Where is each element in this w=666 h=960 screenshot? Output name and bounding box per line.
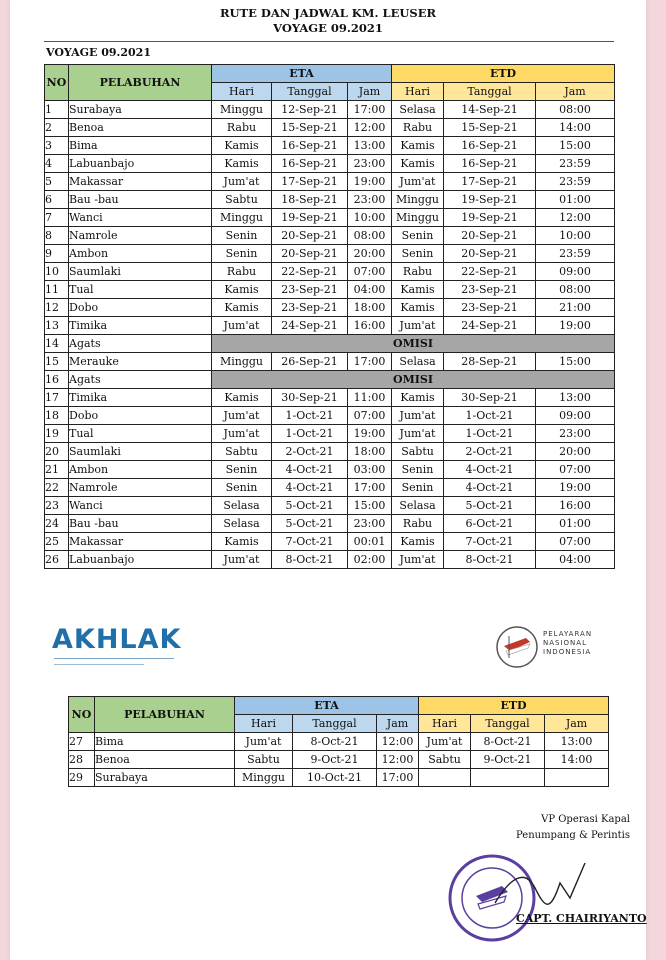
- ext-header-eta: ETA: [235, 697, 419, 715]
- port-name: Dobo: [69, 407, 212, 425]
- table-row: [45, 317, 615, 335]
- eta-day: Jum'at: [235, 733, 293, 751]
- table-row: [45, 497, 615, 515]
- eta-time: 16:00: [348, 317, 392, 335]
- etd-time: 08:00: [536, 281, 615, 299]
- etd-time: 10:00: [536, 227, 615, 245]
- etd-date: 8-Oct-21: [471, 733, 545, 751]
- row-number: 11: [45, 281, 69, 299]
- row-number: 8: [45, 227, 69, 245]
- etd-date: 4-Oct-21: [444, 479, 536, 497]
- table-row: [69, 733, 609, 751]
- table-row: [45, 479, 615, 497]
- etd-day: Senin: [392, 245, 444, 263]
- etd-time: 23:59: [536, 173, 615, 191]
- eta-date: 18-Sep-21: [272, 191, 348, 209]
- header-eta-date: Tanggal: [272, 83, 348, 101]
- ext-header-port: PELABUHAN: [95, 697, 235, 733]
- row-number: 1: [45, 101, 69, 119]
- etd-time: 21:00: [536, 299, 615, 317]
- etd-time: 14:00: [545, 751, 609, 769]
- port-name: Wanci: [69, 497, 212, 515]
- etd-day: Senin: [392, 461, 444, 479]
- etd-date: 5-Oct-21: [444, 497, 536, 515]
- etd-time: 07:00: [536, 533, 615, 551]
- eta-time: 07:00: [348, 407, 392, 425]
- schedule-table: [44, 64, 615, 569]
- port-name: Saumlaki: [69, 443, 212, 461]
- etd-date: 23-Sep-21: [444, 281, 536, 299]
- etd-day: Kamis: [392, 137, 444, 155]
- port-name: Makassar: [69, 173, 212, 191]
- etd-date: 20-Sep-21: [444, 245, 536, 263]
- header-etd: ETD: [392, 65, 615, 83]
- row-number: 10: [45, 263, 69, 281]
- table-row: [45, 551, 615, 569]
- row-number: 24: [45, 515, 69, 533]
- etd-day: [419, 769, 471, 787]
- etd-time: 13:00: [536, 389, 615, 407]
- etd-date: 19-Sep-21: [444, 209, 536, 227]
- etd-day: Kamis: [392, 299, 444, 317]
- eta-day: Senin: [212, 461, 272, 479]
- omisi-label: OMISI: [212, 371, 615, 389]
- etd-date: 17-Sep-21: [444, 173, 536, 191]
- etd-time: 09:00: [536, 263, 615, 281]
- eta-day: Jum'at: [212, 425, 272, 443]
- eta-date: 8-Oct-21: [293, 733, 377, 751]
- eta-day: Jum'at: [212, 173, 272, 191]
- pelni-line-3: INDONESIA: [543, 648, 592, 656]
- eta-day: Minggu: [212, 353, 272, 371]
- header-etd-day: Hari: [392, 83, 444, 101]
- port-name: Ambon: [69, 461, 212, 479]
- port-name: Timika: [69, 389, 212, 407]
- table-row: [45, 101, 615, 119]
- etd-day: Kamis: [392, 281, 444, 299]
- eta-date: 26-Sep-21: [272, 353, 348, 371]
- ext-header-eta-day: Hari: [235, 715, 293, 733]
- row-number: 27: [69, 733, 95, 751]
- eta-time: 17:00: [348, 101, 392, 119]
- etd-date: 16-Sep-21: [444, 137, 536, 155]
- eta-time: 12:00: [377, 733, 419, 751]
- etd-time: 13:00: [545, 733, 609, 751]
- row-number: 15: [45, 353, 69, 371]
- etd-date: 23-Sep-21: [444, 299, 536, 317]
- eta-date: 23-Sep-21: [272, 299, 348, 317]
- etd-day: Rabu: [392, 263, 444, 281]
- omisi-label: OMISI: [212, 335, 615, 353]
- eta-time: 19:00: [348, 425, 392, 443]
- eta-date: 4-Oct-21: [272, 479, 348, 497]
- port-name: Bima: [69, 137, 212, 155]
- eta-date: 20-Sep-21: [272, 245, 348, 263]
- akhlak-tagline-line: [54, 658, 174, 659]
- extension-schedule-body: [69, 733, 609, 787]
- table-row: [45, 461, 615, 479]
- row-number: 4: [45, 155, 69, 173]
- eta-date: 16-Sep-21: [272, 155, 348, 173]
- eta-time: 18:00: [348, 299, 392, 317]
- etd-time: 01:00: [536, 515, 615, 533]
- etd-time: 07:00: [536, 461, 615, 479]
- row-number: 3: [45, 137, 69, 155]
- header-etd-date: Tanggal: [444, 83, 536, 101]
- eta-date: 1-Oct-21: [272, 407, 348, 425]
- etd-time: 15:00: [536, 137, 615, 155]
- etd-time: [545, 769, 609, 787]
- row-number: 17: [45, 389, 69, 407]
- eta-date: 24-Sep-21: [272, 317, 348, 335]
- port-name: Bau -bau: [69, 191, 212, 209]
- etd-date: 2-Oct-21: [444, 443, 536, 461]
- eta-time: 17:00: [348, 479, 392, 497]
- port-name: Agats: [69, 335, 212, 353]
- eta-day: Kamis: [212, 155, 272, 173]
- table-row: [45, 515, 615, 533]
- eta-time: 02:00: [348, 551, 392, 569]
- eta-date: 10-Oct-21: [293, 769, 377, 787]
- eta-day: Kamis: [212, 281, 272, 299]
- row-number: 21: [45, 461, 69, 479]
- eta-time: 10:00: [348, 209, 392, 227]
- etd-day: Jum'at: [392, 551, 444, 569]
- table-row: [45, 353, 615, 371]
- eta-day: Jum'at: [212, 407, 272, 425]
- eta-time: 17:00: [348, 353, 392, 371]
- eta-day: Minggu: [235, 769, 293, 787]
- signatory-title: [516, 812, 630, 844]
- etd-time: 23:00: [536, 425, 615, 443]
- etd-time: 14:00: [536, 119, 615, 137]
- etd-day: Selasa: [392, 497, 444, 515]
- etd-time: 12:00: [536, 209, 615, 227]
- eta-day: Kamis: [212, 533, 272, 551]
- port-name: Saumlaki: [69, 263, 212, 281]
- etd-date: 8-Oct-21: [444, 551, 536, 569]
- eta-time: 12:00: [377, 751, 419, 769]
- etd-day: Selasa: [392, 101, 444, 119]
- port-name: Benoa: [95, 751, 235, 769]
- row-number: 7: [45, 209, 69, 227]
- eta-day: Jum'at: [212, 551, 272, 569]
- header-etd-time: Jam: [536, 83, 615, 101]
- header-no: NO: [45, 65, 69, 101]
- etd-day: Rabu: [392, 515, 444, 533]
- port-name: Namrole: [69, 227, 212, 245]
- eta-date: 7-Oct-21: [272, 533, 348, 551]
- eta-date: 8-Oct-21: [272, 551, 348, 569]
- ext-header-etd-day: Hari: [419, 715, 471, 733]
- table-row: [45, 209, 615, 227]
- pelni-line-2: NASIONAL: [543, 639, 587, 647]
- voyage-label: VOYAGE 09.2021: [46, 46, 151, 59]
- port-name: Bau -bau: [69, 515, 212, 533]
- etd-date: 30-Sep-21: [444, 389, 536, 407]
- table-row: [45, 137, 615, 155]
- table-row: [45, 425, 615, 443]
- ext-header-etd: ETD: [419, 697, 609, 715]
- eta-time: 17:00: [377, 769, 419, 787]
- eta-time: 20:00: [348, 245, 392, 263]
- etd-time: 23:59: [536, 245, 615, 263]
- table-row: [45, 227, 615, 245]
- table-row: [45, 407, 615, 425]
- etd-day: Jum'at: [419, 733, 471, 751]
- etd-date: 14-Sep-21: [444, 101, 536, 119]
- port-name: Tual: [69, 425, 212, 443]
- eta-day: Senin: [212, 227, 272, 245]
- row-number: 28: [69, 751, 95, 769]
- etd-date: 24-Sep-21: [444, 317, 536, 335]
- table-row: [45, 533, 615, 551]
- eta-day: Selasa: [212, 515, 272, 533]
- row-number: 20: [45, 443, 69, 461]
- etd-day: Jum'at: [392, 317, 444, 335]
- table-row: [45, 173, 615, 191]
- row-number: 5: [45, 173, 69, 191]
- eta-time: 04:00: [348, 281, 392, 299]
- header-eta-time: Jam: [348, 83, 392, 101]
- etd-time: 15:00: [536, 353, 615, 371]
- table-row: [45, 371, 615, 389]
- eta-date: 19-Sep-21: [272, 209, 348, 227]
- etd-day: Sabtu: [392, 443, 444, 461]
- eta-day: Sabtu: [212, 443, 272, 461]
- row-number: 16: [45, 371, 69, 389]
- eta-date: 17-Sep-21: [272, 173, 348, 191]
- signatory-title-line-1: VP Operasi Kapal: [541, 814, 630, 825]
- port-name: Labuanbajo: [69, 155, 212, 173]
- etd-date: 6-Oct-21: [444, 515, 536, 533]
- eta-time: 11:00: [348, 389, 392, 407]
- eta-date: 23-Sep-21: [272, 281, 348, 299]
- etd-day: Jum'at: [392, 407, 444, 425]
- row-number: 12: [45, 299, 69, 317]
- etd-day: Kamis: [392, 389, 444, 407]
- port-name: Surabaya: [69, 101, 212, 119]
- row-number: 9: [45, 245, 69, 263]
- schedule-body: [45, 101, 615, 569]
- eta-date: 16-Sep-21: [272, 137, 348, 155]
- document-title: [10, 6, 646, 36]
- port-name: Bima: [95, 733, 235, 751]
- etd-date: 1-Oct-21: [444, 425, 536, 443]
- akhlak-tagline-line: [54, 664, 144, 665]
- eta-day: Sabtu: [235, 751, 293, 769]
- eta-time: 18:00: [348, 443, 392, 461]
- pelni-line-1: PELAYARAN: [543, 630, 593, 638]
- eta-time: 23:00: [348, 191, 392, 209]
- eta-date: 12-Sep-21: [272, 101, 348, 119]
- eta-date: 20-Sep-21: [272, 227, 348, 245]
- etd-day: Sabtu: [419, 751, 471, 769]
- table-row: [45, 245, 615, 263]
- table-row: [45, 191, 615, 209]
- etd-time: 04:00: [536, 551, 615, 569]
- table-row: [69, 769, 609, 787]
- etd-time: 19:00: [536, 317, 615, 335]
- table-row: [45, 155, 615, 173]
- extension-schedule-table: [68, 696, 609, 787]
- port-name: Makassar: [69, 533, 212, 551]
- etd-day: Rabu: [392, 119, 444, 137]
- etd-time: 23:59: [536, 155, 615, 173]
- pelni-logo-icon: [494, 624, 540, 674]
- eta-date: 30-Sep-21: [272, 389, 348, 407]
- eta-date: 9-Oct-21: [293, 751, 377, 769]
- eta-time: 12:00: [348, 119, 392, 137]
- eta-day: Sabtu: [212, 191, 272, 209]
- table-row: [69, 751, 609, 769]
- port-name: Benoa: [69, 119, 212, 137]
- header-port: PELABUHAN: [69, 65, 212, 101]
- eta-date: 15-Sep-21: [272, 119, 348, 137]
- eta-day: Kamis: [212, 299, 272, 317]
- etd-time: 20:00: [536, 443, 615, 461]
- eta-time: 19:00: [348, 173, 392, 191]
- row-number: 25: [45, 533, 69, 551]
- port-name: Surabaya: [95, 769, 235, 787]
- etd-time: 08:00: [536, 101, 615, 119]
- eta-day: Rabu: [212, 263, 272, 281]
- ext-header-eta-date: Tanggal: [293, 715, 377, 733]
- port-name: Tual: [69, 281, 212, 299]
- etd-day: Kamis: [392, 155, 444, 173]
- table-row: [45, 299, 615, 317]
- row-number: 2: [45, 119, 69, 137]
- row-number: 6: [45, 191, 69, 209]
- etd-day: Jum'at: [392, 425, 444, 443]
- eta-time: 08:00: [348, 227, 392, 245]
- row-number: 23: [45, 497, 69, 515]
- etd-date: 16-Sep-21: [444, 155, 536, 173]
- header-eta-day: Hari: [212, 83, 272, 101]
- etd-day: Senin: [392, 227, 444, 245]
- eta-day: Senin: [212, 479, 272, 497]
- eta-time: 15:00: [348, 497, 392, 515]
- title-line-2: VOYAGE 09.2021: [273, 21, 383, 35]
- port-name: Ambon: [69, 245, 212, 263]
- port-name: Agats: [69, 371, 212, 389]
- eta-day: Selasa: [212, 497, 272, 515]
- eta-time: 23:00: [348, 155, 392, 173]
- etd-time: 01:00: [536, 191, 615, 209]
- eta-time: 03:00: [348, 461, 392, 479]
- akhlak-logo: [52, 624, 181, 655]
- eta-day: Kamis: [212, 389, 272, 407]
- pelni-logo-text: [543, 630, 592, 657]
- port-name: Timika: [69, 317, 212, 335]
- table-row: [45, 263, 615, 281]
- eta-time: 00:01: [348, 533, 392, 551]
- etd-time: 16:00: [536, 497, 615, 515]
- signatory-title-line-2: Penumpang & Perintis: [516, 830, 630, 841]
- etd-date: 4-Oct-21: [444, 461, 536, 479]
- eta-time: 23:00: [348, 515, 392, 533]
- etd-date: 28-Sep-21: [444, 353, 536, 371]
- etd-date: 7-Oct-21: [444, 533, 536, 551]
- table-row: [45, 335, 615, 353]
- header-eta: ETA: [212, 65, 392, 83]
- ext-header-no: NO: [69, 697, 95, 733]
- eta-day: Jum'at: [212, 317, 272, 335]
- etd-date: 19-Sep-21: [444, 191, 536, 209]
- eta-day: Minggu: [212, 101, 272, 119]
- etd-day: Senin: [392, 479, 444, 497]
- eta-date: 1-Oct-21: [272, 425, 348, 443]
- eta-time: 07:00: [348, 263, 392, 281]
- etd-date: 20-Sep-21: [444, 227, 536, 245]
- eta-date: 4-Oct-21: [272, 461, 348, 479]
- etd-date: [471, 769, 545, 787]
- etd-day: Selasa: [392, 353, 444, 371]
- eta-day: Kamis: [212, 137, 272, 155]
- row-number: 29: [69, 769, 95, 787]
- title-line-1: RUTE DAN JADWAL KM. LEUSER: [219, 6, 437, 20]
- eta-day: Minggu: [212, 209, 272, 227]
- etd-day: Jum'at: [392, 173, 444, 191]
- etd-day: Minggu: [392, 209, 444, 227]
- etd-day: Minggu: [392, 191, 444, 209]
- divider: [44, 41, 614, 42]
- port-name: Namrole: [69, 479, 212, 497]
- eta-date: 22-Sep-21: [272, 263, 348, 281]
- ext-header-etd-date: Tanggal: [471, 715, 545, 733]
- etd-time: 09:00: [536, 407, 615, 425]
- table-row: [45, 119, 615, 137]
- eta-date: 5-Oct-21: [272, 515, 348, 533]
- row-number: 18: [45, 407, 69, 425]
- etd-date: 1-Oct-21: [444, 407, 536, 425]
- etd-day: Kamis: [392, 533, 444, 551]
- eta-day: Senin: [212, 245, 272, 263]
- akhlak-logo-text: AKHLAK: [52, 624, 182, 655]
- etd-date: 9-Oct-21: [471, 751, 545, 769]
- table-row: [45, 443, 615, 461]
- row-number: 26: [45, 551, 69, 569]
- etd-date: 22-Sep-21: [444, 263, 536, 281]
- port-name: Labuanbajo: [69, 551, 212, 569]
- etd-date: 15-Sep-21: [444, 119, 536, 137]
- ext-header-eta-time: Jam: [377, 715, 419, 733]
- eta-date: 2-Oct-21: [272, 443, 348, 461]
- port-name: Wanci: [69, 209, 212, 227]
- eta-time: 13:00: [348, 137, 392, 155]
- table-row: [45, 281, 615, 299]
- eta-day: Rabu: [212, 119, 272, 137]
- etd-time: 19:00: [536, 479, 615, 497]
- row-number: 14: [45, 335, 69, 353]
- port-name: Dobo: [69, 299, 212, 317]
- port-name: Merauke: [69, 353, 212, 371]
- row-number: 13: [45, 317, 69, 335]
- row-number: 19: [45, 425, 69, 443]
- ext-header-etd-time: Jam: [545, 715, 609, 733]
- row-number: 22: [45, 479, 69, 497]
- table-row: [45, 389, 615, 407]
- eta-date: 5-Oct-21: [272, 497, 348, 515]
- signatory-name: CAPT. CHAIRIYANTO: [516, 912, 647, 925]
